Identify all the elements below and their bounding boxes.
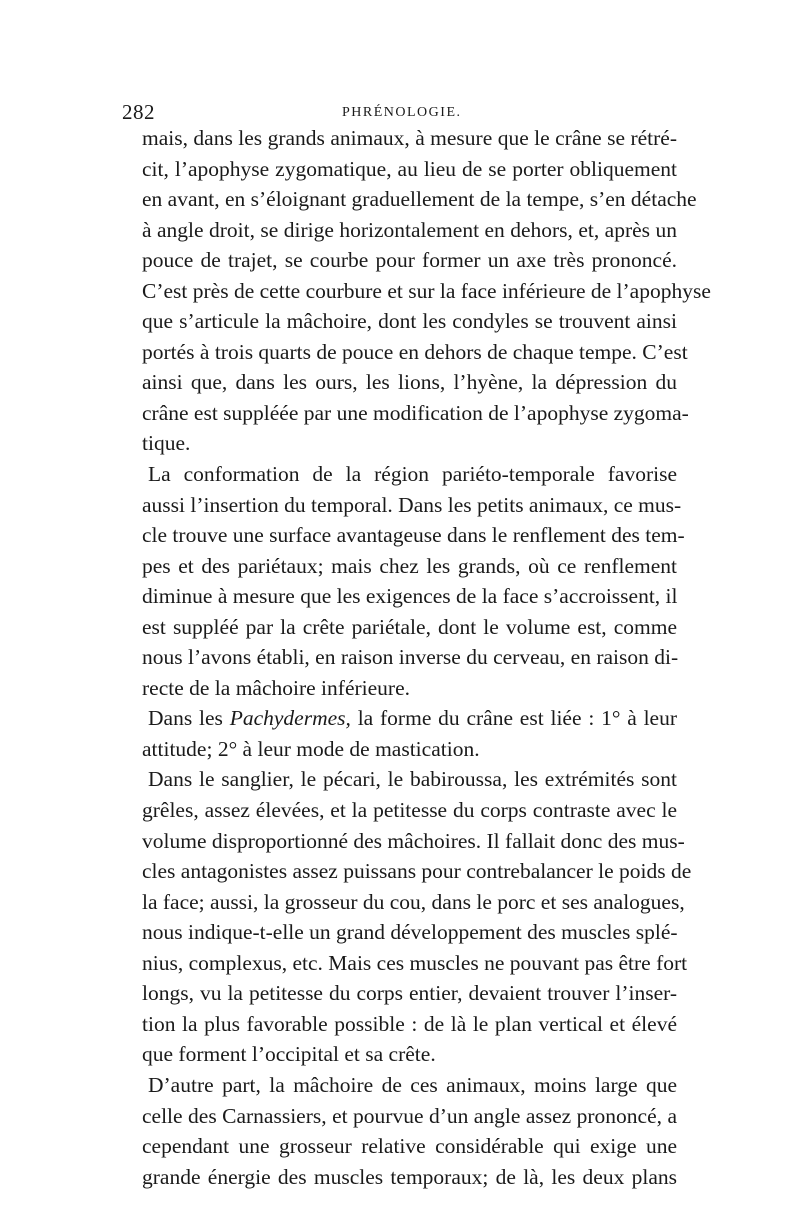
text-line: cle trouve une surface avantageuse dans le renflement des tem- [142, 523, 685, 548]
text-line: cependant une grosseur relative considérable qui exige une [142, 1134, 677, 1159]
paragraph-start-line: D’autre part, la mâchoire de ces animaux, moins large que [148, 1072, 677, 1097]
page-number: 282 [122, 100, 155, 124]
text-line: C’est près de cette courbure et sur la face inférieure de l’apophyse [142, 278, 711, 303]
paragraph-start-line: La conformation de la région pariéto-temporale favorise [148, 462, 677, 487]
text-line: tion la plus favorable possible : de là le plan vertical et élevé [142, 1011, 677, 1036]
text-line: tique. [142, 431, 191, 456]
text-line: cles antagonistes assez puissans pour contrebalancer le poids de [142, 859, 692, 884]
paragraph-start-line: Dans le sanglier, le pécari, le babiroussa, les extrémités sont [148, 767, 677, 792]
text-line: est suppléé par la crête pariétale, dont le volume est, comme [142, 614, 677, 639]
text-line: portés à trois quarts de pouce en dehors de chaque tempe. C’est [142, 339, 688, 364]
text-line: volume disproportionné des mâchoires. Il fallait donc des mus- [142, 828, 685, 853]
text-line: celle des Carnassiers, et pourvue d’un angle assez prononcé, a [142, 1103, 677, 1128]
text-line: nous l’avons établi, en raison inverse du cerveau, en raison di- [142, 645, 679, 670]
text-line: ainsi que, dans les ours, les lions, l’hyène, la dépression du [142, 370, 677, 395]
paragraph-start-line [142, 703, 677, 734]
text-line: crâne est suppléée par une modification de l’apophyse zygoma- [142, 400, 689, 425]
text-line: grande énergie des muscles temporaux; de là, les deux plans [142, 1164, 677, 1189]
text-line: pouce de trajet, se courbe pour former un axe très prononcé. [142, 248, 677, 273]
italic-term: Pachydermes, [229, 706, 351, 731]
text-line: mais, dans les grands animaux, à mesure que le crâne se rétré- [142, 126, 677, 150]
text-line: aussi l’insertion du temporal. Dans les petits animaux, ce mus- [142, 492, 682, 517]
text-line: la face; aussi, la grosseur du cou, dans le porc et ses analogues, [142, 889, 685, 914]
running-head: PHRÉNOLOGIE. [342, 105, 462, 120]
text-line: que s’articule la mâchoire, dont les condyles se trouvent ainsi [142, 309, 677, 334]
text-line: grêles, assez élevées, et la petitesse du corps contraste avec le [142, 798, 677, 823]
text-line: en avant, en s’éloignant graduellement de la tempe, s’en détache [142, 187, 697, 212]
text-line: longs, vu la petitesse du corps entier, devaient trouver l’inser- [142, 981, 677, 1006]
text-line: recte de la mâchoire inférieure. [142, 675, 410, 700]
text-line: nius, complexus, etc. Mais ces muscles ne pouvant pas être fort [142, 950, 688, 975]
text-segment: Dans les [148, 706, 223, 731]
text-line: attitude; 2° à leur mode de mastication. [142, 736, 480, 761]
text-line: que forment l’occipital et sa crête. [142, 1042, 436, 1067]
body-text [142, 123, 711, 1192]
text-line: diminue à mesure que les exigences de la face s’accroissent, il [142, 584, 678, 609]
text-line: cit, l’apophyse zygomatique, au lieu de se porter obliquement [142, 156, 677, 181]
text-segment: la forme du crâne est liée : 1° à leur [357, 706, 678, 731]
text-line: nous indique-t-elle un grand développement des muscles splé- [142, 920, 678, 945]
text-line: pes et des pariétaux; mais chez les grands, où ce renflement [142, 553, 677, 578]
text-line: à angle droit, se dirige horizontalement en dehors, et, après un [142, 217, 677, 242]
